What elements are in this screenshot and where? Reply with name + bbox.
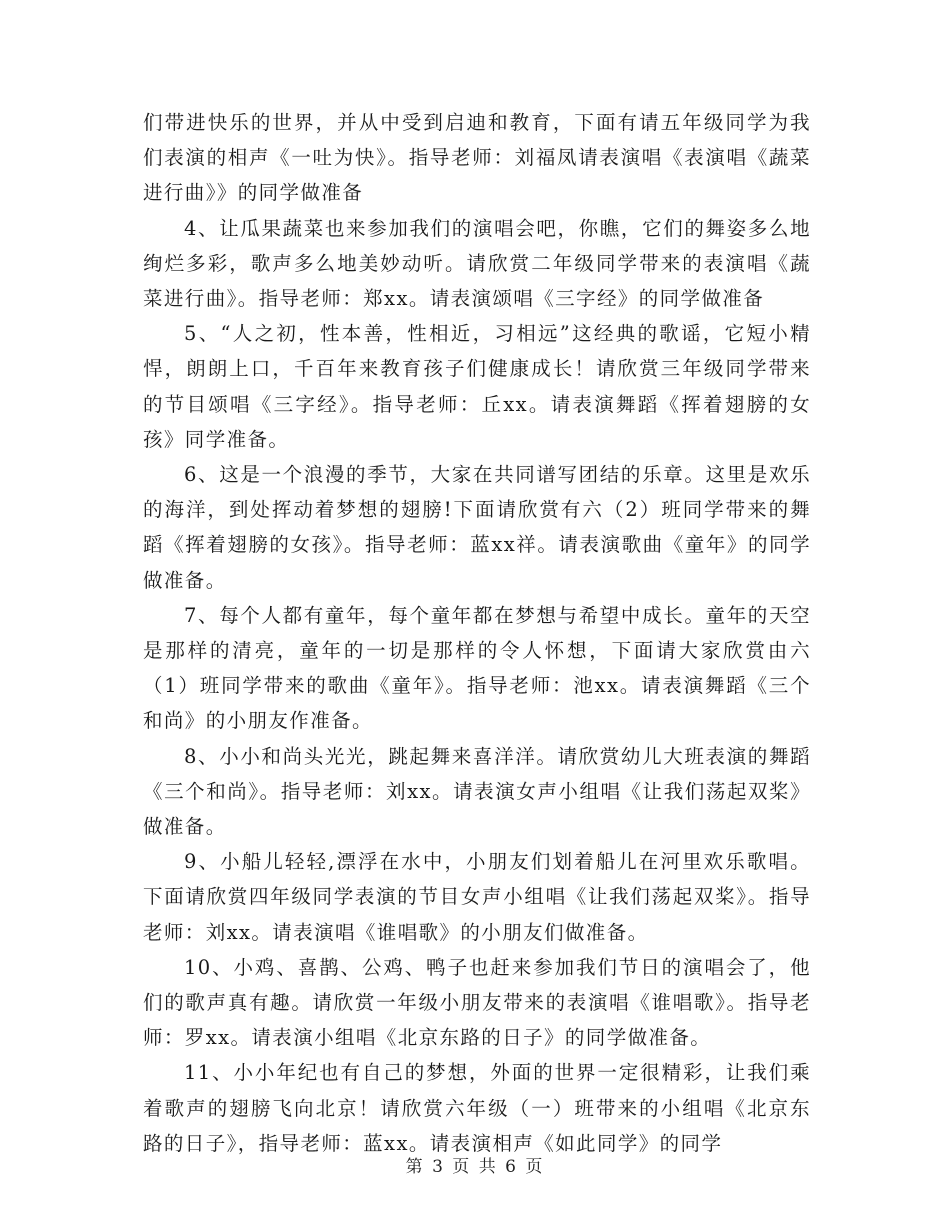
page-number-footer: 第 3 页 共 6 页 xyxy=(405,1157,545,1177)
paragraph-item-8: 8、小小和尚头光光，跳起舞来喜洋洋。请欣赏幼儿大班表演的舞蹈《三个和尚》。指导老师：刘xx。请表演女声小组唱《让我们荡起双桨》做准备。 xyxy=(143,744,811,839)
paragraph-item-4: 4、让瓜果蔬菜也来参加我们的演唱会吧，你瞧，它们的舞姿多么地绚烂多彩，歌声多么地美妙动听。请欣赏二年级同学带来的表演唱《蔬菜进行曲》。指导老师：郑xx。请表演颂唱《三字经》的同学做准备 xyxy=(143,216,811,311)
paragraph-item-10: 10、小鸡、喜鹊、公鸡、鸭子也赶来参加我们节日的演唱会了，他们的歌声真有趣。请欣赏一年级小朋友带来的表演唱《谁唱歌》。指导老师：罗xx。请表演小组唱《北京东路的日子》的同学做准备。 xyxy=(143,955,811,1050)
paragraph-continued: 们带进快乐的世界，并从中受到启迪和教育，下面有请五年级同学为我们表演的相声《一吐为快》。指导老师：刘福凤请表演唱《表演唱《蔬菜进行曲》》的同学做准备 xyxy=(143,111,811,205)
paragraph-item-5: 5、“人之初，性本善，性相近，习相远”这经典的歌谣，它短小精悍，朗朗上口，千百年来教育孩子们健康成长！请欣赏三年级同学带来的节目颂唱《三字经》。指导老师：丘xx。请表演舞蹈《挥着翅膀的女孩》同学准备。 xyxy=(143,322,811,451)
paragraph-item-11: 11、小小年纪也有自己的梦想，外面的世界一定很精彩，让我们乘着歌声的翅膀飞向北京！请欣赏六年级（一）班带来的小组唱《北京东路的日子》，指导老师：蓝xx。请表演相声《如此同学》的同学 xyxy=(143,1061,811,1155)
paragraph-item-7: 7、每个人都有童年，每个童年都在梦想与希望中成长。童年的天空是那样的清亮，童年的一切是那样的令人怀想，下面请大家欣赏由六（1）班同学带来的歌曲《童年》。指导老师：池xx。请表演舞蹈《三个和尚》的小朋友作准备。 xyxy=(143,603,811,733)
document-body xyxy=(143,105,811,1161)
paragraph-item-9: 9、小船儿轻轻,漂浮在水中，小朋友们划着船儿在河里欢乐歌唱。下面请欣赏四年级同学表演的节目女声小组唱《让我们荡起双桨》。指导老师：刘xx。请表演唱《谁唱歌》的小朋友们做准备。 xyxy=(143,850,811,944)
paragraph-item-6: 6、这是一个浪漫的季节，大家在共同谱写团结的乐章。这里是欢乐的海洋，到处挥动着梦想的翅膀!下面请欣赏有六（2）班同学带来的舞蹈《挥着翅膀的女孩》。指导老师：蓝xx祥。请表演歌曲《童年》的同学做准备。 xyxy=(143,463,811,592)
